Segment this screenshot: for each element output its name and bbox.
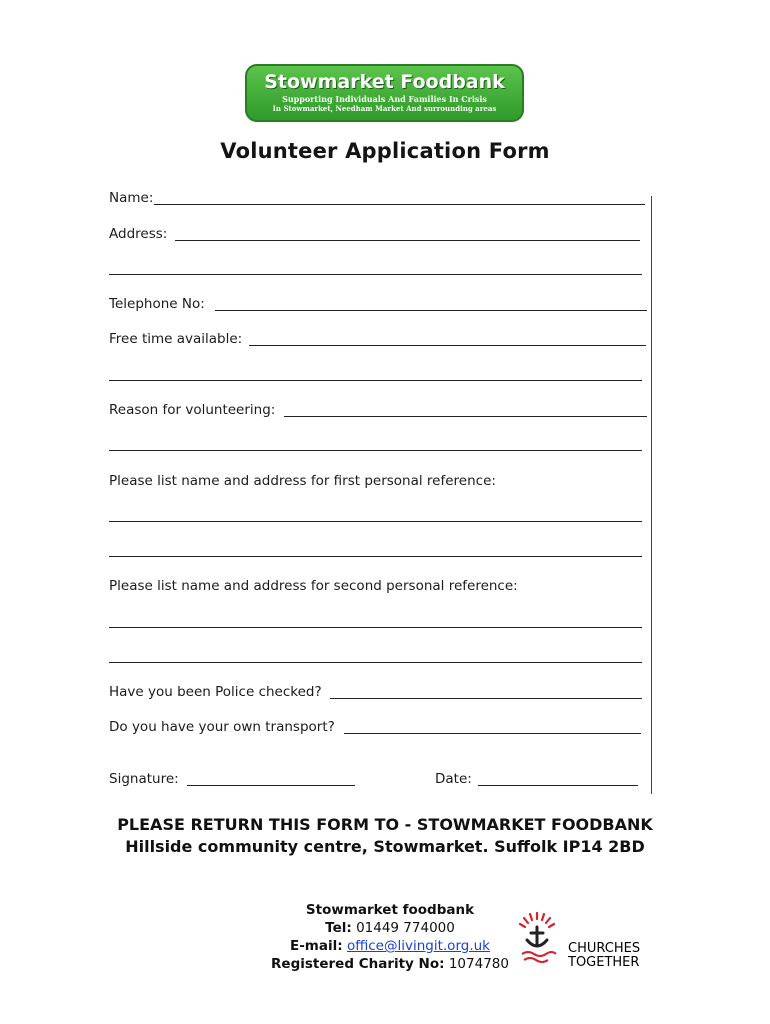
contact-org-name: Stowmarket foodbank [305, 902, 475, 918]
reference2-field-line-1[interactable] [109, 627, 642, 628]
contact-tel [240, 919, 540, 937]
signature-label: Signature: [109, 771, 179, 787]
reason-label: Reason for volunteering: [109, 402, 276, 418]
tel-label: Tel: [325, 920, 352, 936]
churches-together-logo [510, 910, 660, 972]
charity-label: Registered Charity No: [271, 956, 445, 972]
logo-title: Stowmarket Foodbank [264, 71, 505, 93]
email-label: E-mail: [289, 938, 343, 954]
transport-field-line[interactable] [344, 733, 641, 734]
reason-field-line-1[interactable] [284, 416, 647, 417]
tel-value: 01449 774000 [356, 920, 455, 936]
email-link[interactable]: office@livingit.org.uk [346, 938, 490, 954]
return-instruction: PLEASE RETURN THIS FORM TO - STOWMARKET FOODBANK [117, 815, 653, 834]
free-time-field-line-1[interactable] [249, 345, 646, 346]
charity-number: 1074780 [448, 956, 509, 972]
reference2-label: Please list name and address for second personal reference: [109, 578, 518, 594]
address-field-line-1[interactable] [175, 240, 640, 241]
free-time-label: Free time available: [109, 331, 243, 347]
name-label: Name: [109, 190, 154, 206]
together-text: TOGETHER [568, 955, 640, 970]
date-label: Date: [435, 771, 472, 787]
reason-field-line-2[interactable] [109, 450, 642, 451]
contact-charity [240, 955, 540, 973]
address-label: Address: [109, 226, 168, 242]
reference1-label: Please list name and address for first personal reference: [109, 473, 496, 489]
police-check-label: Have you been Police checked? [109, 684, 322, 700]
police-check-field-line[interactable] [330, 698, 642, 699]
signature-field-line[interactable] [187, 785, 355, 786]
churches-together-emblem-icon [510, 910, 660, 972]
contact-org [240, 901, 540, 919]
reference2-field-line-2[interactable] [109, 662, 642, 663]
foodbank-logo [245, 64, 524, 122]
logo-subtitle-1: Supporting Individuals And Families In Crisis [282, 94, 487, 104]
name-field-line[interactable] [154, 204, 645, 205]
reference1-field-line-2[interactable] [109, 556, 642, 557]
return-address: Hillside community centre, Stowmarket. Suffolk IP14 2BD [125, 837, 645, 856]
form-title: Volunteer Application Form [220, 139, 550, 163]
free-time-field-line-2[interactable] [109, 380, 642, 381]
logo-subtitle-2: In Stowmarket, Needham Market And surrounding areas [272, 104, 497, 113]
reference1-field-line-1[interactable] [109, 521, 642, 522]
churches-text: CHURCHES [568, 941, 641, 956]
date-field-line[interactable] [478, 785, 638, 786]
address-field-line-2[interactable] [109, 274, 642, 275]
transport-label: Do you have your own transport? [109, 719, 335, 735]
margin-rule [651, 196, 652, 794]
telephone-field-line[interactable] [215, 310, 647, 311]
telephone-label: Telephone No: [109, 296, 205, 312]
contact-email [240, 937, 540, 955]
